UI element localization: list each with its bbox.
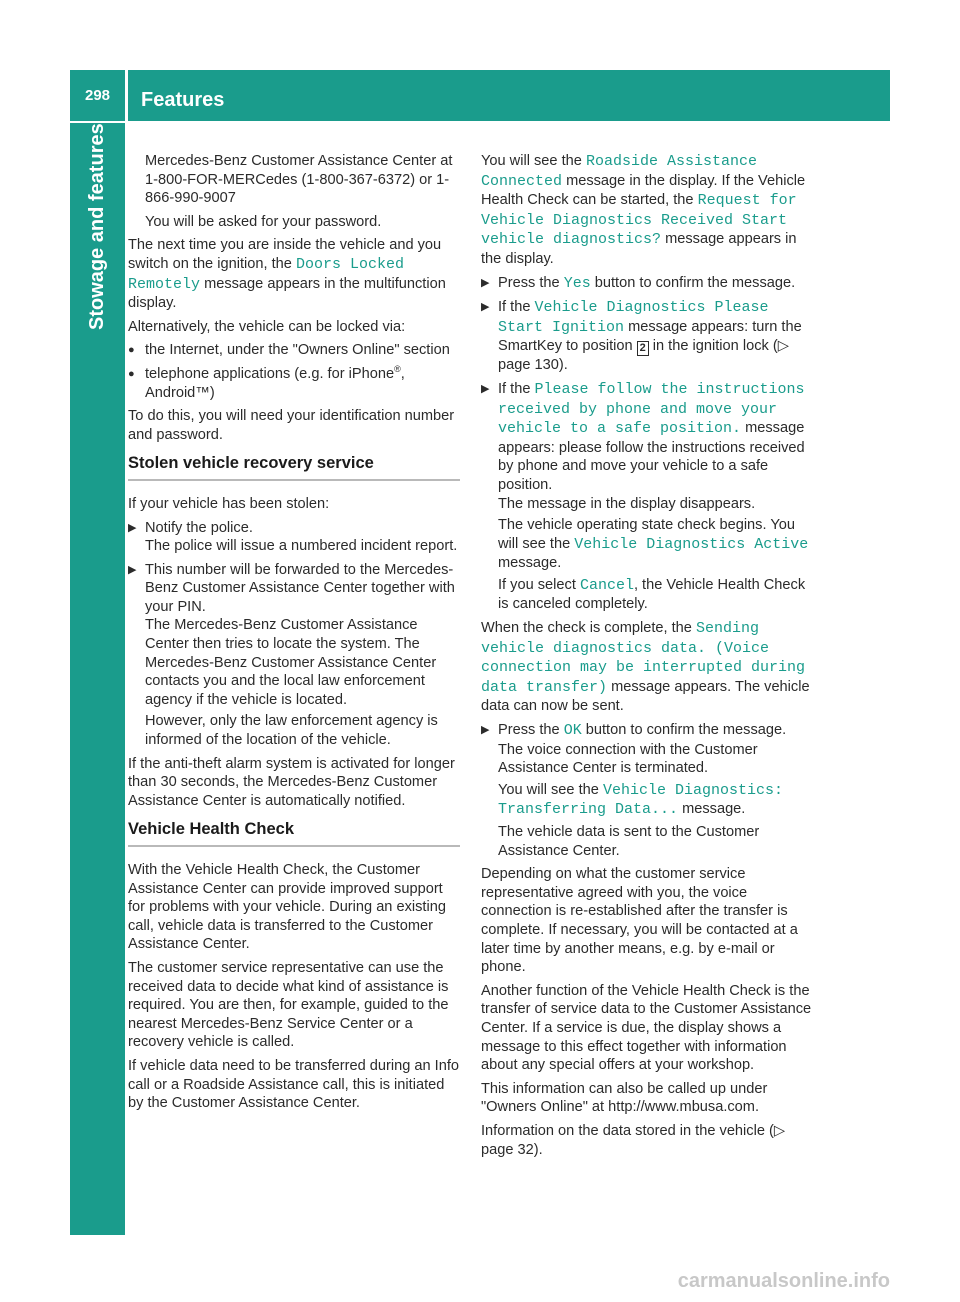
display-message: Vehicle Diagnostics Active — [574, 535, 809, 553]
paragraph: This information can also be called up under "Owners Online" at http://www.mbusa.com. — [481, 1080, 768, 1116]
paragraph: Alternatively, the vehicle can be locked via: — [128, 318, 406, 335]
paragraph: The customer service representative can use the received data to decide what kind of assistance is required. You are then, for example, guided to the nearest Mercedes-Benz Service Center or a recovery vehicle is called. — [128, 959, 449, 1051]
display-message: Vehicle Diagnostics Please Start Ignition — [498, 299, 769, 336]
display-button-label: Yes — [563, 274, 591, 292]
paragraph: Information on the data stored in the vehicle (▷ page 32). — [481, 1122, 786, 1158]
step-item: ▶ If the Please follow the instructions received by phone and move your vehicle to a safe position. message appears: please follow the instructions received by phone and move your vehicle to a safe position. The message in the display disappears. The vehicle operating state check begins. You will see the Vehicle Diagnostics Active message. If you select Cancel, the Vehicle Health Check is canceled completely. — [481, 380, 809, 613]
display-button-label: Cancel — [579, 576, 634, 594]
display-message: Request for Vehicle Diagnostics Received Start vehicle diagnostics? — [481, 192, 797, 249]
section-heading: Stolen vehicle recovery service — [128, 454, 460, 481]
step-item: ▶ Press the Yes button to confirm the message. — [481, 274, 796, 292]
step-arrow-icon: ▶ — [481, 382, 490, 395]
paragraph: To do this, you will need your identification number and password. — [128, 408, 455, 443]
paragraph: The next time you are inside the vehicle and you switch on the ignition, the Doors Locked Remotely message appears in the multifunction display. — [128, 237, 446, 312]
paragraph: When the check is complete, the Sending vehicle diagnostics data. (Voice connection may be interrupted during data transfer) message appears. The vehicle data can now be sent. — [481, 620, 810, 715]
right-column — [481, 152, 813, 1164]
step-item: ▶ Press the OK button to confirm the message. The voice connection with the Customer Assistance Center is terminated. You will see the Vehicle Diagnostics: Transferring Data... message. The vehicle data is sent to the Customer Assistance Center. — [481, 722, 787, 859]
display-message: Vehicle Diagnostics: Transferring Data... — [498, 781, 783, 819]
display-message: Please follow the instructions received by phone and move your vehicle to a safe position. — [498, 380, 805, 438]
bullet-icon: ● — [128, 367, 135, 380]
paragraph: If your vehicle has been stolen: — [128, 495, 330, 512]
list-item: ● the Internet, under the "Owners Online" section — [128, 342, 450, 359]
paragraph: You will see the Roadside Assistance Connected message in the display. If the Vehicle Health Check can be started, the Request for Vehicle Diagnostics Received Start vehicle diagnostics? message appears in the display. — [481, 153, 806, 267]
step-arrow-icon: ▶ — [128, 563, 137, 576]
paragraph: Another function of the Vehicle Health Check is the transfer of service data to the Customer Assistance Center. If a service is due, the display shows a message to this effect together with information about any special offers at your workshop. — [481, 982, 812, 1074]
page-ref-arrow-icon: ▷ — [777, 338, 789, 355]
paragraph: Depending on what the customer service representative agreed with you, the voice connection is re-established after the transfer is complete. If necessary, you will be contacted at a later time by another means, e.g. by e-mail or phone. — [481, 866, 798, 976]
page-title: Features — [141, 89, 225, 111]
header-divider — [125, 70, 128, 121]
bullet-icon: ● — [128, 344, 135, 357]
step-arrow-icon: ▶ — [481, 276, 490, 289]
key-position-icon: 2 — [637, 341, 649, 356]
watermark: carmanualsonline.info — [677, 1270, 890, 1292]
step-arrow-icon: ▶ — [481, 301, 490, 314]
side-tab-label: Stowage and features — [86, 123, 109, 330]
paragraph: With the Vehicle Health Check, the Customer Assistance Center can provide improved support for problems with your vehicle. During an existing call, vehicle data is transferred to the Customer Assistance Center. — [128, 862, 446, 953]
step-item: ▶ If the Vehicle Diagnostics Please Start Ignition message appears: turn the SmartKey to position 2 in the ignition lock (▷ page 130). — [481, 299, 802, 374]
paragraph: If the anti-theft alarm system is activated for longer than 30 seconds, the Mercedes-Benz Customer Assistance Center is automatically notified. — [128, 755, 455, 809]
display-message: Doors Locked Remotely — [128, 255, 404, 293]
page-reference[interactable]: page 32). — [481, 1141, 543, 1158]
page-number: 298 — [84, 87, 111, 104]
paragraph: You will be asked for your password. — [145, 213, 382, 230]
list-item: ● telephone applications (e.g. for iPhone®, Android™) — [128, 364, 405, 401]
step-arrow-icon: ▶ — [481, 724, 490, 737]
page-ref-arrow-icon: ▷ — [773, 1122, 786, 1139]
page-reference[interactable]: page 130). — [498, 357, 568, 374]
step-item: ▶ Notify the police. The police will issue a numbered incident report. — [128, 519, 458, 555]
display-message: Roadside Assistance Connected — [481, 153, 757, 190]
paragraph: If vehicle data need to be transferred during an Info call or a Roadside Assistance call, this is initiated by the Customer Assistance Center. — [128, 1057, 460, 1112]
step-item: ▶ This number will be forwarded to the Mercedes-Benz Customer Assistance Center together with your PIN. The Mercedes-Benz Customer Assistance Center then tries to locate the system. The Mercedes-Benz Customer Assistance Center contacts you and the local law enforcement agency if the vehicle is located. However, only the law enforcement agency is informed of the location of the vehicle. — [128, 561, 455, 749]
section-heading: Vehicle Health Check — [128, 820, 460, 847]
step-arrow-icon: ▶ — [128, 521, 137, 534]
display-message: Sending vehicle diagnostics data. (Voice connection may be interrupted during data transfer) — [481, 620, 806, 696]
paragraph: Mercedes-Benz Customer Assistance Center at 1-800-FOR-MERCedes (1-800-367-6372) or 1-866-990-9007 — [145, 153, 453, 207]
display-button-label: OK — [563, 722, 582, 740]
left-column — [128, 152, 460, 1118]
